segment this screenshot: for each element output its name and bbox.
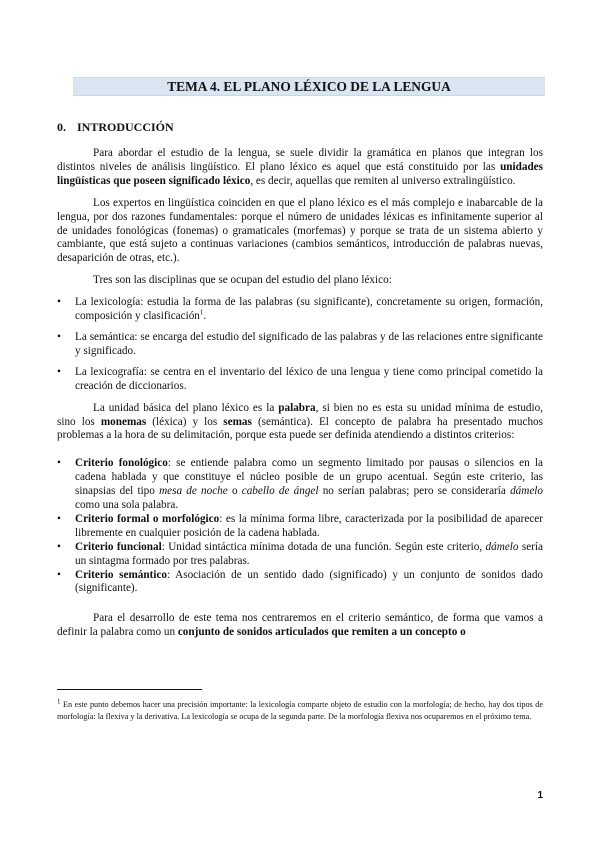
text-run: : se entiende palabra como un segmento limitado por pausas o silencios en la cadena hablada y que constituye el núcleo posible de un grupo acentual. Según este criterio, las sinapsias del tipo bbox=[75, 457, 543, 498]
bold-term: Criterio semántico bbox=[75, 568, 168, 581]
section-heading bbox=[57, 120, 174, 135]
list-item-text: La lexicografía: se centra en el inventario del léxico de una lengua y tiene como principal cometido la creación de diccionarios. bbox=[75, 365, 543, 392]
bold-term: unidades lingüísticas que poseen significado léxico bbox=[57, 160, 543, 187]
text-run: no serían palabras; pero se consideraría bbox=[318, 485, 511, 498]
footnote-text: En este punto debemos hacer una precisión importante: la lexicología comparte objeto de estudio con la morfología; de hecho, hay dos tipos de morfología: la flexiva y la derivativa. La lexicología se ocupa de la segunda parte. De la morfología flexiva nos ocuparemos en el próximo tema. bbox=[57, 700, 543, 721]
paragraph-3: Tres son las disciplinas que se ocupan del estudio del plano léxico: bbox=[93, 274, 392, 287]
criteria-list bbox=[57, 457, 543, 596]
text-run: como una sola palabra. bbox=[75, 499, 179, 512]
list-item-text: La semántica: se encarga del estudio del significado de las palabras y de las relaciones entre significante y significado. bbox=[75, 330, 543, 357]
bullet-icon: • bbox=[57, 296, 61, 309]
text-run: (semántica). El concepto de palabra ha presentado muchos problemas a la hora de su delimitación, porque esta puede ser definida atendiendo a distintos criterios: bbox=[57, 415, 543, 442]
paragraph-5 bbox=[57, 612, 543, 640]
italic-term: dámelo bbox=[485, 540, 519, 553]
bullet-icon: • bbox=[57, 330, 61, 343]
footnote-mark: 1 bbox=[57, 697, 61, 706]
list-item bbox=[57, 569, 543, 597]
text-run: Para el desarrollo de este tema nos centraremos en el criterio semántico, de forma que vamos a definir la palabra como un bbox=[57, 612, 543, 639]
text-run: sería un sintagma formado por tres palabras. bbox=[75, 540, 544, 567]
bullet-icon: • bbox=[57, 540, 61, 553]
list-item bbox=[57, 331, 543, 359]
text-run: , si bien no es esta su unidad mínima de estudio, sino los bbox=[57, 401, 544, 428]
text-run: , es decir, aquellas que remiten al universo extralingüístico. bbox=[250, 174, 516, 187]
text-run: . bbox=[203, 310, 207, 323]
text-run: La unidad básica del plano léxico es la bbox=[93, 401, 279, 414]
bold-term: semas bbox=[223, 415, 252, 428]
paragraph-2: Los expertos en lingüística coinciden en que el plano léxico es el más complejo e inabarcable de la lengua, por dos razones fundamentales: porque el número de unidades léxicas es infinitamente superior al de unidades fonológicas (fonemas) o gramaticales (morfemas) y porque se trata de un sistema abierto y cambiante, que está sujeto a continuas variaciones (cambios semánticos, introducción de palabras nuevas, desaparición de otras, etc.). bbox=[57, 196, 543, 265]
list-item-text: La lexicología: estudia la forma de las palabras (su significante), concretamente su origen, formación, composición y clasificación bbox=[75, 296, 543, 323]
text-run: (léxica) y los bbox=[146, 415, 224, 428]
page-number: 1 bbox=[537, 790, 543, 801]
text-run: : Asociación de un sentido dado (significado) y un conjunto de sonidos dado (significante). bbox=[75, 568, 544, 595]
italic-term: dámelo bbox=[510, 485, 543, 498]
bold-term: monemas bbox=[100, 415, 147, 428]
footnote-ref[interactable]: 1 bbox=[199, 308, 204, 317]
bold-term: Criterio funcional bbox=[75, 540, 162, 553]
footnote-divider bbox=[57, 689, 202, 690]
body-text bbox=[57, 147, 543, 648]
page-title: TEMA 4. EL PLANO LÉXICO DE LA LENGUA bbox=[73, 77, 545, 96]
paragraph-4 bbox=[57, 402, 543, 444]
footnote bbox=[57, 699, 543, 723]
text-run: o bbox=[227, 485, 242, 498]
italic-term: mesa de noche bbox=[159, 485, 228, 498]
bullet-icon: • bbox=[57, 457, 61, 470]
italic-term: cabello de ángel bbox=[241, 485, 319, 498]
list-item bbox=[57, 366, 543, 394]
bold-term: Criterio fonológico bbox=[75, 457, 168, 470]
disciplines-list bbox=[57, 296, 543, 393]
bold-term: palabra bbox=[278, 401, 316, 414]
list-item bbox=[57, 513, 543, 541]
text-run: : Unidad sintáctica mínima dotada de una función. Según este criterio, bbox=[161, 540, 486, 553]
bold-term: Criterio formal o morfológico bbox=[75, 512, 220, 525]
bullet-icon: • bbox=[57, 568, 61, 581]
list-item bbox=[57, 296, 543, 324]
list-item bbox=[57, 457, 543, 513]
list-item bbox=[57, 541, 543, 569]
text-run: Para abordar el estudio de la lengua, se suele dividir la gramática en planos que integran los distintos niveles de análisis lingüístico. El plano léxico es aquel que está constituido por las bbox=[57, 147, 543, 173]
bullet-icon: • bbox=[57, 365, 61, 378]
paragraph-1 bbox=[57, 147, 543, 189]
bullet-icon: • bbox=[57, 512, 61, 525]
section-label: INTRODUCCIÓN bbox=[77, 120, 174, 134]
bold-term: conjunto de sonidos articulados que remiten a un concepto o bbox=[177, 626, 466, 639]
section-number: 0. bbox=[57, 120, 66, 134]
text-run: : es la mínima forma libre, caracterizada por la posibilidad de aparecer libremente en cualquier posición de la cadena hablada. bbox=[75, 512, 543, 539]
